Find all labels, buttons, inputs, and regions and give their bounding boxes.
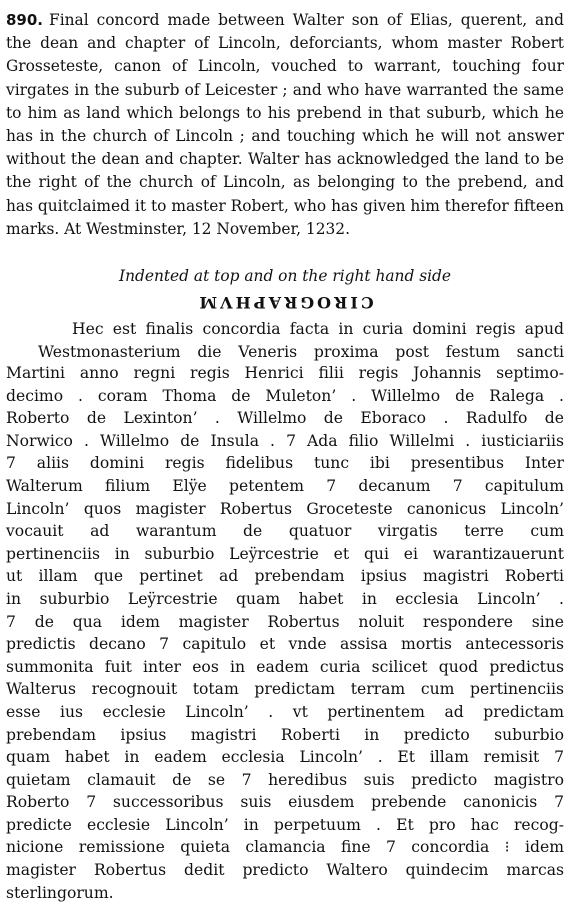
latin-line: decimo . coram Thoma de Muleton’ . Willelmo de Ralega . [6,386,564,405]
latin-line: Roberto 7 successoribus suis eiusdem prebende canonicis 7 [6,793,564,812]
latin-line: 7 aliis domini regis fidelibus tunc ibi presentibus Inter [6,454,564,473]
latin-line: Norwico . Willelmo de Insula . 7 Ada filio Willelmi . iusticiariis [6,431,564,450]
latin-line: 7 de qua idem magister Robertus noluit respondere sine [6,612,564,631]
latin-text [6,362,564,904]
indentation-note: Indented at top and on the right hand side [119,267,451,285]
latin-line: nicione remissione quieta clamancia fine 7 concordia ⁝ idem [6,838,564,857]
entry-text: Final concord made between Walter son of Elias, querent, and the dean and chapter of Lincoln, deforciants, whom master Robert Grosseteste, canon of Lincoln, vouched to warrant, touching four virgates in the suburb of Leicester ; and who have warranted the same to him as land which belongs to his prebend in that suburb, which he has in the church of Lincoln ; and touching which he will not answer without the dean and chapter. Walter has acknowledged the land to be the right of the church of Lincoln, as belonging to the prebend, and has quitclaimed it to master Robert, who has given him therefor fifteen marks. At Westminster, 12 November, 1232. [6,11,564,238]
latin-line: quietam clamauit de se 7 heredibus suis predicto magistro [6,770,564,789]
latin-line: Westmonasterium die Veneris proxima post festum sancti [38,342,564,361]
latin-text-indented [38,318,564,363]
entry-number: 890. [6,11,44,29]
latin-line: Walterum filium Elÿe petentem 7 decanum 7 capitulum [6,476,564,495]
latin-line: Walterus recognouit totam predictam terram cum pertinenciis [6,680,564,699]
latin-line: predictis decano 7 capitulo et vnde assisa mortis antecessoris [6,635,564,654]
latin-line: prebendam ipsius magistri Roberti in predicto suburbio [6,725,564,744]
latin-line: summonita fuit inter eos in eadem curia scilicet quod predictus [6,657,564,676]
latin-line: Lincoln’ quos magister Robertus Groceteste canonicus Lincoln’ [6,499,564,518]
latin-line: esse ius ecclesie Lincoln’ . vt pertinentem ad predictam [6,702,564,721]
latin-line: ut illam que pertinet ad prebendam ipsius magistri Roberti [6,567,564,586]
latin-line: sterlingorum. [6,883,114,902]
cirograph-heading: CIROGRAPHVM [196,293,374,312]
entry-paragraph [6,9,564,241]
latin-line: quam habet in eadem ecclesia Lincoln’ . Et illam remisit 7 [6,748,564,767]
latin-line: Hec est finalis concordia facta in curia domini regis apud [72,320,564,338]
latin-line: in suburbio Leÿrcestrie quam habet in ecclesia Lincoln’ . [6,589,564,608]
latin-line: pertinenciis in suburbio Leÿrcestrie et qui ei warantizauerunt [6,544,564,563]
latin-line: Martini anno regni regis Henrici filii regis Johannis septimo- [6,364,564,382]
latin-line: Roberto de Lexinton’ . Willelmo de Eboraco . Radulfo de [6,409,564,428]
document-page [6,0,572,902]
latin-line: predicte ecclesie Lincoln’ in perpetuum . Et pro hac recog- [6,815,564,834]
latin-line: magister Robertus dedit predicto Waltero quindecim marcas [6,861,564,880]
latin-line: vocauit ad warantum de quatuor virgatis terre cum [6,522,564,541]
